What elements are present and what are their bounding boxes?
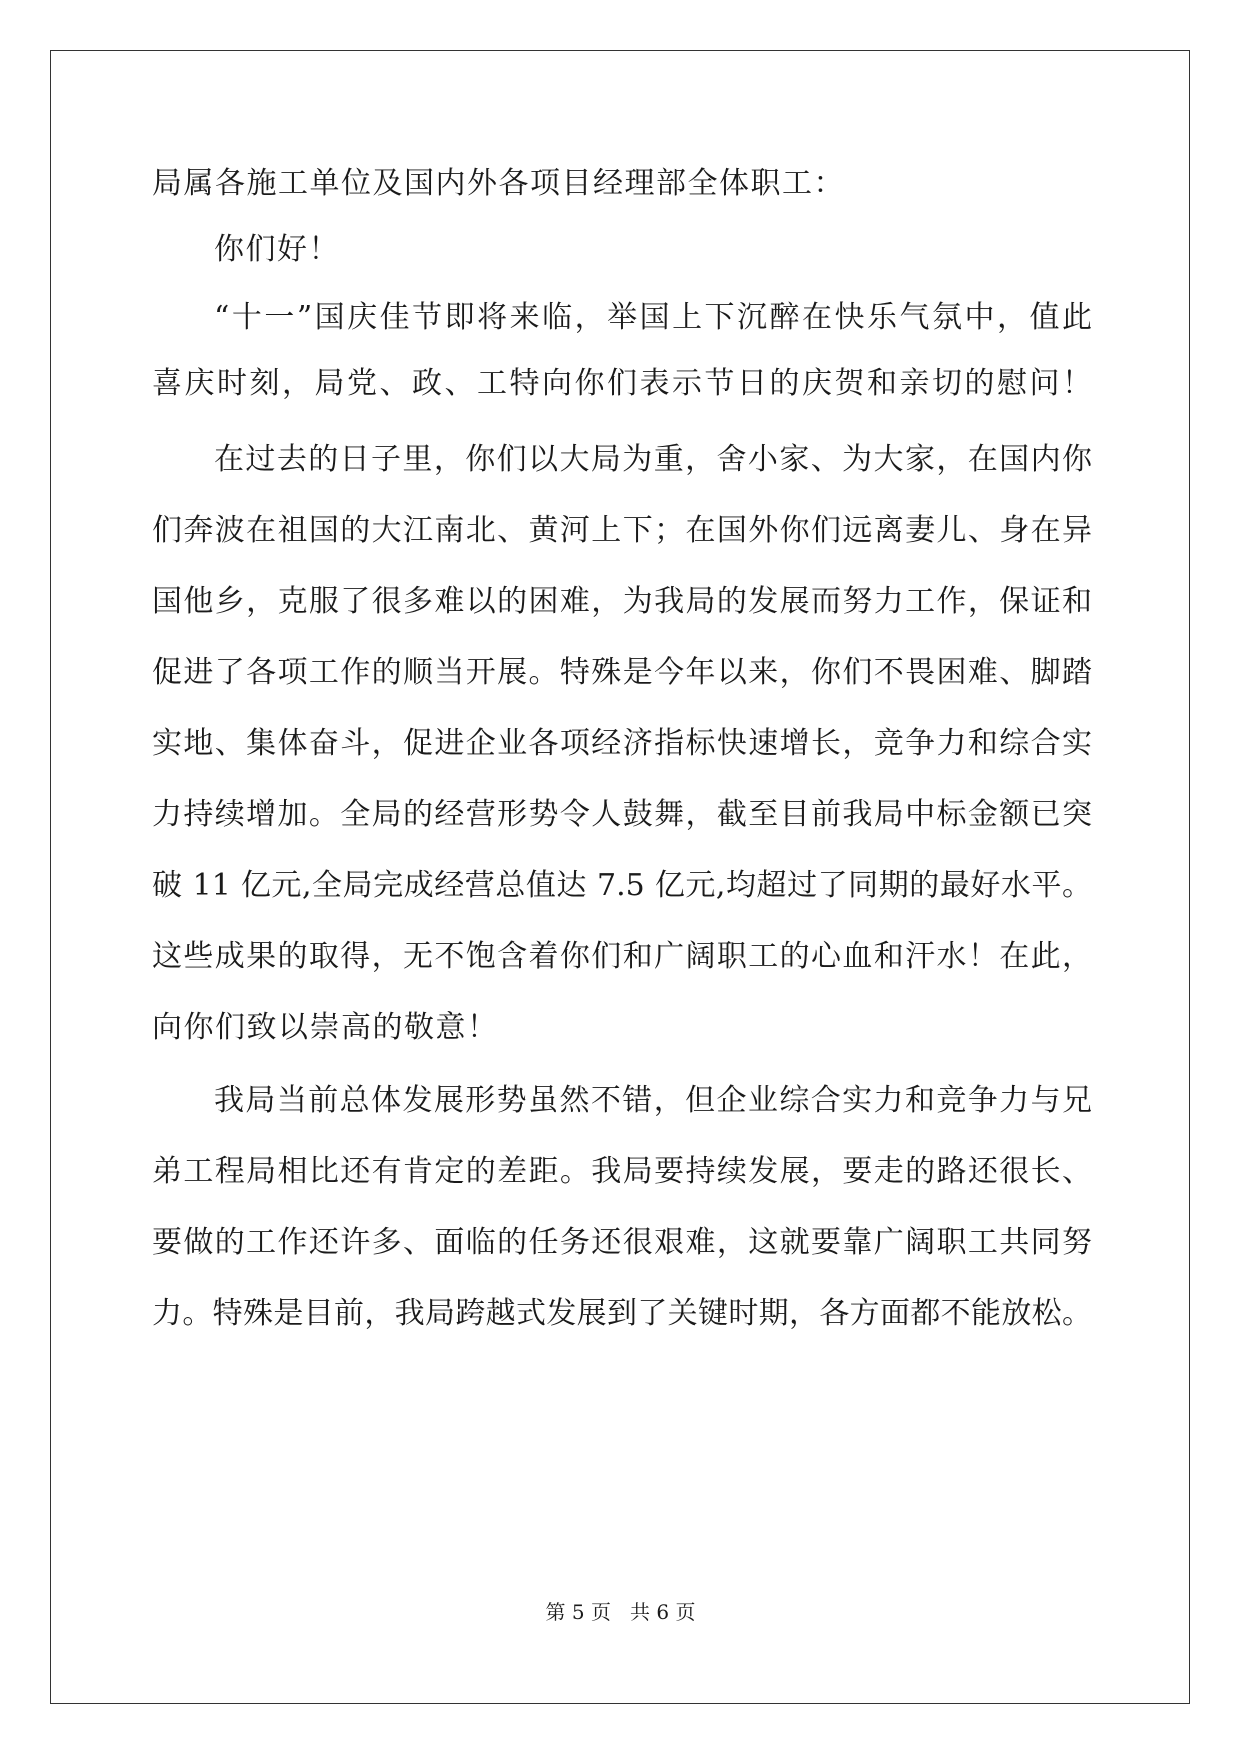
greeting: 你们好！ (214, 232, 340, 267)
paragraph-2-line-6: 力持续增加。全局的经营形势令人鼓舞，截至目前我局中标金额已突 (152, 797, 1092, 832)
paragraph-3-line-1: 我局当前总体发展形势虽然不错，但企业综合实力和竞争力与兄 (214, 1083, 1092, 1118)
paragraph-2-line-3: 国他乡，克服了很多难以的困难，为我局的发展而努力工作，保证和 (152, 584, 1092, 619)
salutation: 局属各施工单位及国内外各项目经理部全体职工： (152, 166, 845, 201)
paragraph-3-line-2: 弟工程局相比还有肯定的差距。我局要持续发展，要走的路还很长、 (152, 1154, 1092, 1189)
paragraph-2-line-7: 破 11 亿元,全局完成经营总值达 7.5 亿元,均超过了同期的最好水平。 (152, 868, 1092, 903)
paragraph-3-line-3: 要做的工作还许多、面临的任务还很艰难，这就要靠广阔职工共同努 (152, 1225, 1092, 1260)
paragraph-1-line-2: 喜庆时刻，局党、政、工特向你们表示节日的庆贺和亲切的慰问！ (152, 366, 1092, 401)
page-number: 第 5 页 (545, 1600, 611, 1624)
page-footer (0, 1600, 1241, 1624)
paragraph-2-line-2: 们奔波在祖国的大江南北、黄河上下；在国外你们远离妻儿、身在异 (152, 513, 1092, 548)
paragraph-2-line-4: 促进了各项工作的顺当开展。特殊是今年以来，你们不畏困难、脚踏 (152, 655, 1092, 690)
paragraph-3-line-4: 力。特殊是目前，我局跨越式发展到了关键时期，各方面都不能放松。 (152, 1296, 1092, 1331)
page-total: 共 6 页 (630, 1600, 696, 1624)
paragraph-2-line-9: 向你们致以崇高的敬意！ (152, 1010, 499, 1045)
paragraph-1-line-1: “十一”国庆佳节即将来临，举国上下沉醉在快乐气氛中，值此 (214, 300, 1092, 335)
paragraph-2-line-1: 在过去的日子里，你们以大局为重，舍小家、为大家，在国内你 (214, 442, 1092, 477)
paragraph-2-line-5: 实地、集体奋斗，促进企业各项经济指标快速增长，竞争力和综合实 (152, 726, 1092, 761)
paragraph-2-line-8: 这些成果的取得，无不饱含着你们和广阔职工的心血和汗水！在此， (152, 939, 1092, 974)
